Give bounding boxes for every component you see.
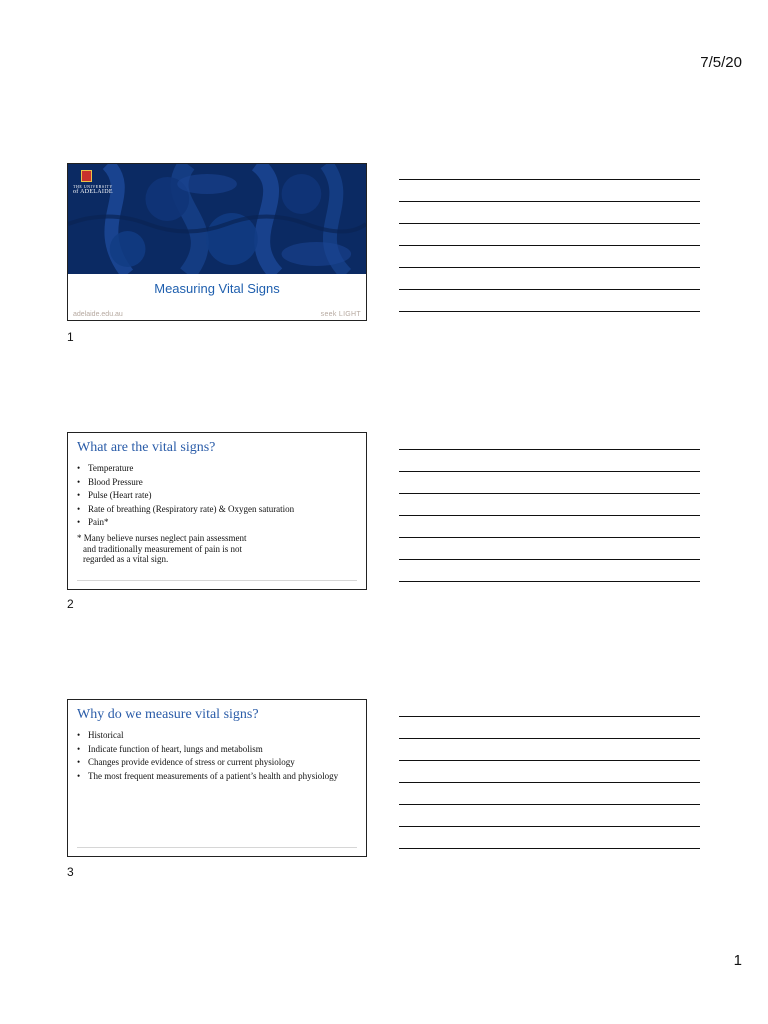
handout-page-number: 1	[733, 952, 742, 969]
slide-2-title: What are the vital signs?	[77, 440, 216, 455]
slide-3-title: Why do we measure vital signs?	[77, 707, 259, 722]
bullet-item: • Blood Pressure	[77, 477, 362, 488]
bullet-item: • Rate of breathing (Respiratory rate) & Oxygen saturation	[77, 504, 362, 515]
slide-1-title: Measuring Vital Signs	[154, 281, 280, 296]
note-line	[399, 311, 700, 312]
slide-3-thumbnail	[67, 699, 367, 857]
note-line	[399, 179, 700, 180]
slide-1-footer-url: adelaide.edu.au	[73, 311, 123, 318]
slide-2-number: 2	[67, 597, 74, 611]
note-line	[399, 515, 700, 516]
bullet-item: • Pulse (Heart rate)	[77, 490, 362, 501]
note-line	[399, 848, 700, 849]
note-line	[399, 493, 700, 494]
slide-2-footnote: * Many believe nurses neglect pain assessment and traditionally measurement of pain is not regarded as a vital sign.	[77, 533, 247, 564]
bullet-item: • The most frequent measurements of a patient’s health and physiology	[77, 771, 362, 782]
slide-1-banner	[68, 164, 366, 274]
university-logo: THE UNIVERSITY of ADELAIDE	[73, 170, 113, 195]
note-line	[399, 245, 700, 246]
note-line	[399, 471, 700, 472]
note-line	[399, 716, 700, 717]
note-line	[399, 223, 700, 224]
bullet-item: • Pain*	[77, 517, 362, 528]
note-line	[399, 537, 700, 538]
slide-3-number: 3	[67, 865, 74, 879]
bullet-item: • Temperature	[77, 463, 362, 474]
slide-3-divider	[77, 847, 357, 848]
note-line	[399, 267, 700, 268]
note-line	[399, 201, 700, 202]
slide-1-thumbnail	[67, 163, 367, 321]
slide-3-bullet-list	[77, 730, 362, 784]
note-line	[399, 804, 700, 805]
slide-1-number: 1	[67, 330, 74, 344]
note-line	[399, 289, 700, 290]
note-line	[399, 760, 700, 761]
note-line	[399, 738, 700, 739]
crest-icon	[81, 170, 92, 182]
bullet-item: • Indicate function of heart, lungs and metabolism	[77, 744, 362, 755]
bullet-item: • Changes provide evidence of stress or current physiology	[77, 757, 362, 768]
bullet-item: • Historical	[77, 730, 362, 741]
handout-date: 7/5/20	[700, 54, 742, 71]
slide-2-thumbnail	[67, 432, 367, 590]
note-line	[399, 559, 700, 560]
slide-1-footer-motto: seek LIGHT	[320, 311, 361, 318]
slide-2-divider	[77, 580, 357, 581]
note-line	[399, 826, 700, 827]
slide-2-bullet-list	[77, 463, 362, 531]
note-line	[399, 449, 700, 450]
note-line	[399, 782, 700, 783]
note-line	[399, 581, 700, 582]
